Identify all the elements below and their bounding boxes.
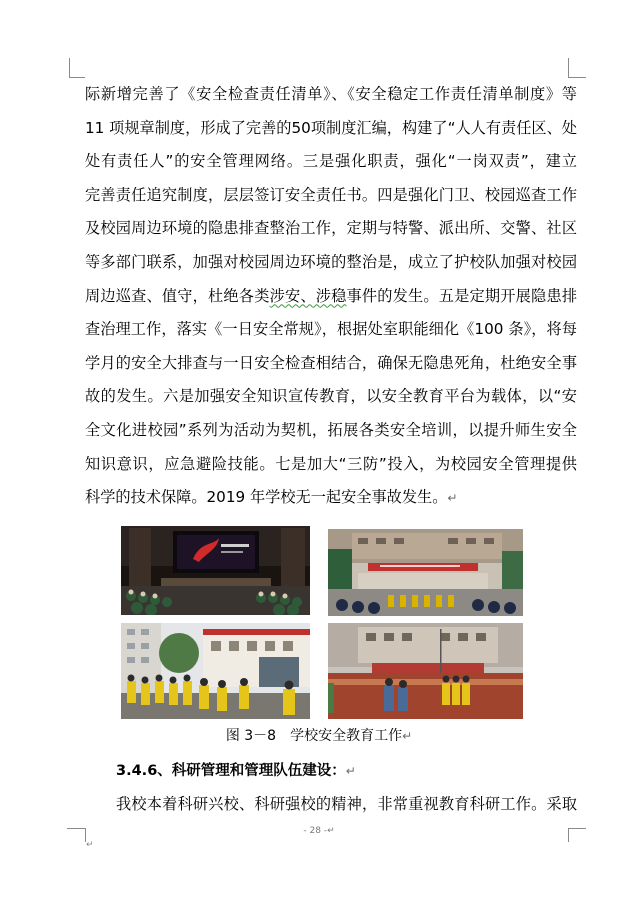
paragraph-mark: ↵ — [327, 826, 335, 836]
line-text: 事件的发生。五是定期开展隐患排 — [346, 286, 577, 305]
photo-square-assembly — [328, 529, 523, 616]
paragraph-line: 知识意识，应急避险技能。七是加大“三防”投入，为校园安全管理提供 — [85, 454, 577, 473]
heading-text: 3.4.6、科研管理和管理队伍建设： — [116, 763, 346, 779]
page-number-text: - 28 - — [303, 826, 328, 836]
paragraph-line: 查治理工作，落实《一日安全常规》，根据处室职能细化《100 条》，将每 — [85, 320, 577, 339]
crop-mark-top-right — [568, 58, 569, 77]
footer-paragraph-mark: ↵ — [86, 840, 94, 850]
photo-stage-assembly — [121, 526, 310, 615]
paragraph-line: 及校园周边环境的隐患排查整治工作，定期与特警、派出所、交警、社区 — [85, 219, 577, 238]
line-text: 周边巡查、值守，杜绝各类 — [85, 286, 270, 305]
safety-work-paragraph — [85, 78, 577, 515]
figure-caption — [0, 726, 638, 746]
paragraph-mark: ↵ — [447, 491, 458, 506]
paragraph-line: 处有责任人”的安全管理网络。三是强化职责，强化“一岗双责”，建立 — [85, 152, 577, 171]
paragraph-line — [85, 481, 577, 515]
crop-mark-top-left — [69, 77, 85, 78]
paragraph-line: 全文化进校园”系列为活动为契机，拓展各类安全培训，以提升师生安全 — [85, 420, 577, 439]
paragraph-line: 11 项规章制度，形成了完善的50项制度汇编，构建了“人人有责任区、处 — [85, 118, 577, 137]
line-text: 科学的技术保障。2019 年学校无一起安全事故发生。 — [85, 488, 448, 507]
paragraph-line: 学月的安全大排查与一日安全检查相结合，确保无隐患死角，杜绝安全事 — [85, 353, 577, 372]
photo-flag-ceremony — [328, 623, 523, 719]
paragraph-line: 等多部门联系，加强对校园周边环境的整治是，成立了护校队加强对校园 — [85, 252, 577, 271]
paragraph-line — [85, 280, 577, 314]
paragraph-line: 完善责任追究制度，层层签订安全责任书。四是强化门卫、校园巡查工作 — [85, 185, 577, 204]
page-number — [0, 826, 638, 836]
section-heading — [116, 760, 356, 782]
caption-text: 图 3－8 学校安全教育工作 — [225, 728, 403, 744]
paragraph-mark: ↵ — [402, 729, 413, 743]
crop-mark-top-left — [69, 58, 70, 77]
grammar-underline: 涉安、涉稳 — [269, 286, 347, 305]
paragraph-line: 故的发生。六是加强安全知识宣传教育，以安全教育平台为载体，以“安 — [85, 387, 577, 406]
paragraph-mark: ↵ — [345, 764, 356, 778]
paragraph-line: 际新增完善了《安全检查责任清单》、《安全稳定工作责任清单制度》等 — [85, 85, 577, 103]
photo-students-drill — [121, 623, 310, 719]
research-paragraph-start: 我校本着科研兴校、科研强校的精神，非常重视教育科研工作。采取 — [116, 795, 577, 813]
